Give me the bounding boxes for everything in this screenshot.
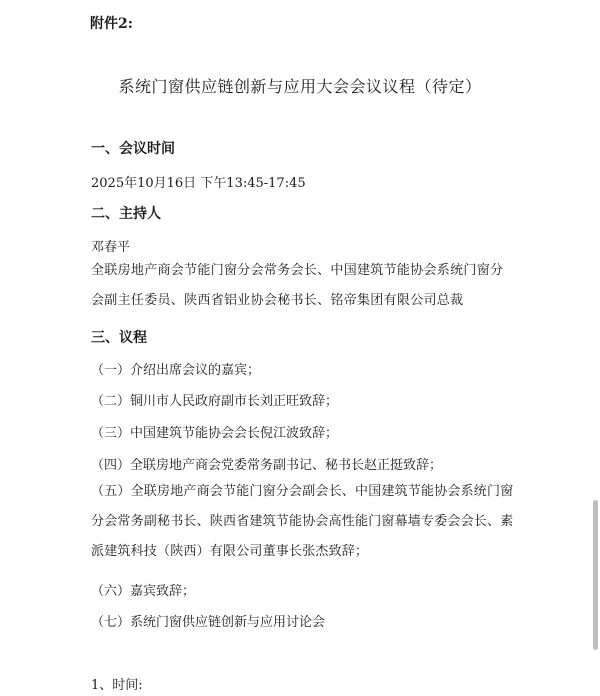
agenda-item: （六）嘉宾致辞；	[91, 584, 196, 599]
sub-time-label: 1、时间:	[91, 678, 143, 693]
agenda-item: （四）全联房地产商会党委常务副书记、秘书长赵正挺致辞；	[91, 458, 443, 473]
scrollbar-thumb[interactable]	[593, 500, 598, 650]
document-title: 系统门窗供应链创新与应用大会会议议程（待定）	[118, 77, 482, 96]
agenda-item: （五）全联房地产商会节能门窗分会副会长、中国建筑节能协会系统门窗分会常务副秘书长、陕西省建筑节能协会高性能门窗幕墙专委会会长、素派建筑科技（陕西）有限公司董事长张杰致辞；	[91, 484, 514, 559]
attachment-label: 附件2:	[90, 16, 133, 32]
section-heading-host: 二、主持人	[91, 206, 161, 222]
agenda-item: （三）中国建筑节能协会会长倪江波致辞；	[91, 426, 339, 441]
agenda-item: （二）铜川市人民政府副市长刘正旺致辞；	[91, 394, 339, 409]
section-heading-agenda: 三、议程	[91, 330, 147, 346]
section-heading-time: 一、会议时间	[91, 141, 175, 157]
host-name: 邓春平	[91, 240, 131, 255]
meeting-time: 2025年10月16日 下午13:45-17:45	[91, 176, 306, 191]
agenda-item: （一）介绍出席会议的嘉宾；	[91, 363, 261, 378]
host-bio: 全联房地产商会节能门窗分会常务会长、中国建筑节能协会系统门窗分会副主任委员、陕西省铝业协会秘书长、铭帝集团有限公司总裁	[91, 263, 504, 308]
agenda-item: （七）系统门窗供应链创新与应用讨论会	[91, 615, 326, 630]
